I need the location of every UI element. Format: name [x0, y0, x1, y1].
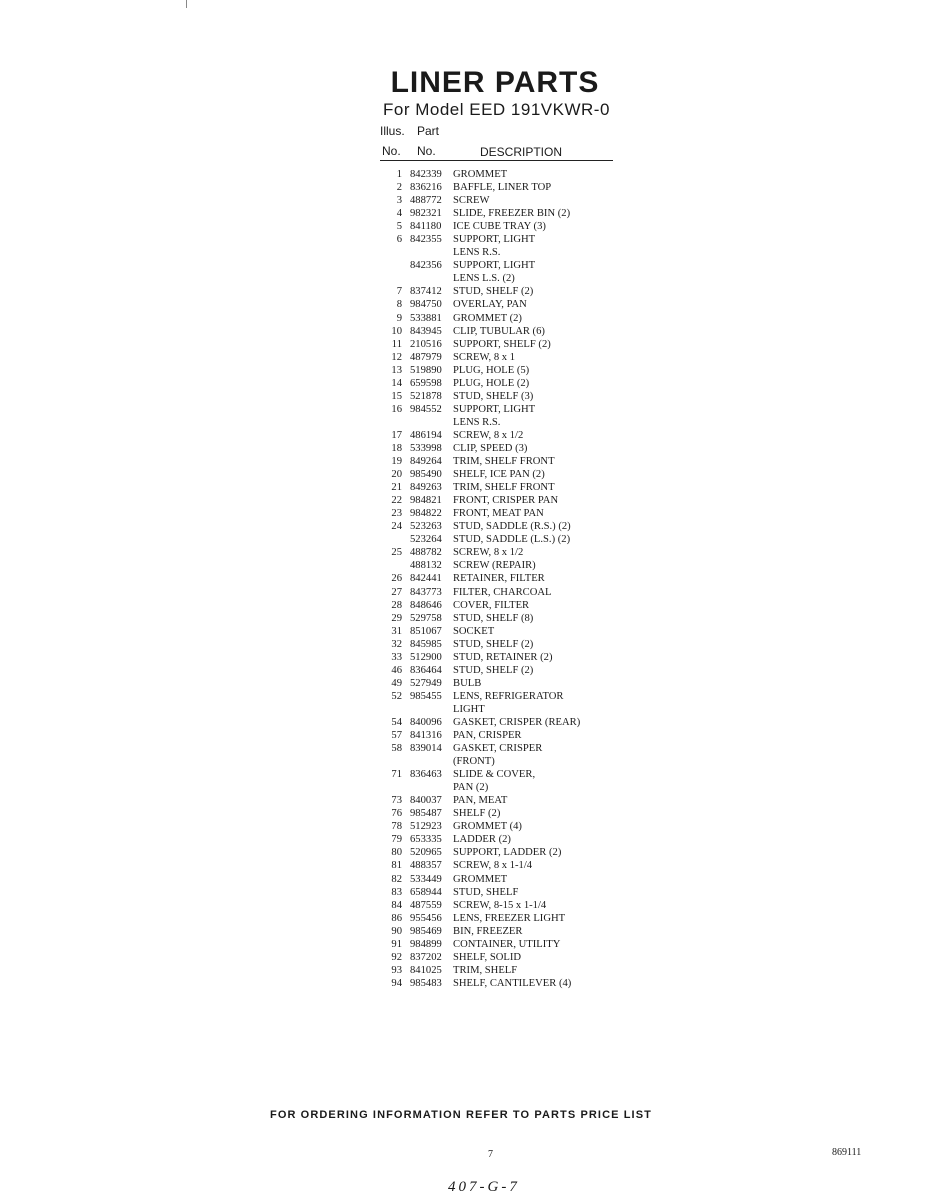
parts-row	[378, 912, 638, 925]
parts-row	[378, 859, 638, 872]
illus-no-cell: 20	[391, 469, 402, 481]
part-no-cell: 512900	[410, 651, 442, 663]
description-cell: GROMMET	[453, 169, 508, 180]
part-no-cell	[410, 703, 451, 716]
illus-no-cell: 82	[391, 873, 402, 885]
description-cell: CONTAINER, UTILITY	[453, 938, 561, 950]
illus-no-cell: 28	[391, 599, 402, 611]
description-cell: STUD, SHELF (2)	[453, 664, 534, 676]
parts-row	[378, 168, 638, 181]
description-cell: BAFFLE, LINER TOP	[453, 182, 552, 194]
parts-row	[378, 690, 638, 703]
illus-no-cell: 18	[391, 442, 402, 454]
illus-no-cell: 24	[391, 521, 402, 533]
description-cell: STUD, SHELF (2)	[453, 286, 534, 298]
part-no-cell	[410, 416, 451, 429]
illus-no-cell: 29	[391, 612, 402, 624]
part-no-cell: 210516	[410, 338, 442, 350]
part-no-cell: 488782	[410, 547, 442, 559]
parts-row	[378, 351, 638, 364]
illus-no-cell: 21	[391, 482, 402, 494]
part-no-cell: 836463	[410, 769, 442, 781]
parts-row	[378, 938, 638, 951]
description-cell: FRONT, MEAT PAN	[453, 508, 544, 520]
description-cell: RETAINER, FILTER	[453, 573, 545, 585]
parts-row	[378, 977, 638, 990]
illus-no-cell: 5	[396, 221, 402, 233]
part-no-cell: 512923	[410, 821, 442, 833]
illus-no-cell: 78	[391, 821, 402, 833]
part-no-cell: 985483	[410, 977, 442, 989]
parts-row	[378, 403, 638, 416]
illus-no-cell: 94	[391, 977, 402, 989]
page-number: 7	[488, 1149, 493, 1160]
description-cell: STUD, RETAINER (2)	[453, 651, 553, 663]
parts-row	[378, 820, 638, 833]
description-cell: FILTER, CHARCOAL	[453, 586, 552, 598]
description-cell: SUPPORT, LADDER (2)	[453, 847, 562, 859]
parts-row	[378, 846, 638, 859]
parts-row	[378, 546, 638, 559]
header-part-no: No.	[417, 144, 436, 158]
parts-row	[378, 951, 638, 964]
parts-row	[378, 768, 638, 781]
description-cell: SHELF, ICE PAN (2)	[453, 469, 545, 481]
description-cell: STUD, SADDLE (L.S.) (2)	[453, 534, 571, 546]
illus-no-cell: 11	[391, 338, 402, 350]
part-no-cell: 533449	[410, 873, 442, 885]
description-cell: GROMMET (4)	[453, 821, 522, 833]
part-no-cell: 836464	[410, 664, 442, 676]
part-no-cell: 519890	[410, 364, 442, 376]
part-no-cell: 984750	[410, 299, 442, 311]
part-no-cell: 842441	[410, 573, 442, 585]
parts-row	[378, 194, 638, 207]
description-cell: LENS L.S. (2)	[453, 273, 515, 285]
part-no-cell: 488132	[410, 560, 442, 572]
parts-row	[378, 494, 638, 507]
parts-row	[378, 729, 638, 742]
parts-row	[378, 742, 638, 755]
part-no-cell: 529758	[410, 612, 442, 624]
parts-row	[378, 338, 638, 351]
part-no-cell: 486194	[410, 429, 442, 441]
description-cell: LENS R.S.	[453, 416, 501, 428]
parts-row	[378, 886, 638, 899]
description-cell: PLUG, HOLE (5)	[453, 364, 530, 376]
part-no-cell: 839014	[410, 743, 442, 755]
part-no-cell: 523264	[410, 534, 442, 546]
part-no-cell: 533881	[410, 312, 442, 324]
description-cell: TRIM, SHELF FRONT	[453, 482, 555, 494]
illus-no-cell: 15	[391, 390, 402, 402]
illus-no-cell: 12	[391, 351, 402, 363]
description-cell: SUPPORT, LIGHT	[453, 234, 536, 246]
description-cell: STUD, SHELF (8)	[453, 612, 534, 624]
illus-no-cell: 22	[391, 495, 402, 507]
part-no-cell: 487559	[410, 899, 442, 911]
description-cell: PLUG, HOLE (2)	[453, 377, 530, 389]
part-no-cell: 837412	[410, 286, 442, 298]
ordering-note: FOR ORDERING INFORMATION REFER TO PARTS PRICE LIST	[270, 1109, 652, 1121]
part-no-cell: 841316	[410, 730, 442, 742]
illus-no-cell: 6	[396, 234, 402, 246]
parts-row	[378, 181, 638, 194]
part-no-cell: 982321	[410, 208, 442, 220]
part-no-cell: 533998	[410, 442, 442, 454]
illus-no-cell: 9	[396, 312, 402, 324]
parts-row	[378, 298, 638, 311]
description-cell: STUD, SADDLE (R.S.) (2)	[453, 521, 571, 533]
description-cell: COVER, FILTER	[453, 599, 530, 611]
part-no-cell: 836216	[410, 182, 442, 194]
part-no-cell: 955456	[410, 912, 442, 924]
part-no-cell	[410, 272, 451, 285]
part-no-cell: 653335	[410, 834, 442, 846]
description-cell: TRIM, SHELF FRONT	[453, 456, 555, 468]
illus-no-cell: 32	[391, 638, 402, 650]
illus-no-cell: 33	[391, 651, 402, 663]
description-cell: LENS, REFRIGERATOR	[453, 690, 564, 702]
description-cell: GROMMET (2)	[453, 312, 522, 324]
illus-no-cell: 91	[391, 938, 402, 950]
description-cell: SHELF, CANTILEVER (4)	[453, 977, 572, 989]
illus-no-cell: 1	[396, 169, 402, 180]
illus-no-cell: 7	[396, 286, 402, 298]
part-no-cell: 840037	[410, 795, 442, 807]
parts-row	[378, 312, 638, 325]
parts-row	[378, 442, 638, 455]
illus-no-cell	[378, 533, 402, 546]
handwritten-note: 407-G-7	[448, 1179, 520, 1195]
description-cell: SUPPORT, LIGHT	[453, 260, 536, 272]
description-cell: LENS R.S.	[453, 247, 501, 259]
description-cell: ICE CUBE TRAY (3)	[453, 221, 546, 233]
illus-no-cell: 13	[391, 364, 402, 376]
parts-row	[378, 664, 638, 677]
illus-no-cell: 86	[391, 912, 402, 924]
description-cell: SLIDE & COVER,	[453, 769, 536, 781]
parts-row	[378, 507, 638, 520]
parts-row	[378, 964, 638, 977]
description-cell: SUPPORT, SHELF (2)	[453, 338, 551, 350]
part-no-cell: 985487	[410, 808, 442, 820]
part-no-cell: 849263	[410, 482, 442, 494]
illus-no-cell: 49	[391, 677, 402, 689]
part-no-cell: 521878	[410, 390, 442, 402]
part-no-cell: 985455	[410, 690, 442, 702]
parts-row	[378, 207, 638, 220]
part-no-cell: 837202	[410, 951, 442, 963]
description-cell: SOCKET	[453, 625, 495, 637]
illus-no-cell: 76	[391, 808, 402, 820]
illus-no-cell	[378, 246, 402, 259]
header-part: Part	[417, 124, 440, 138]
illus-no-cell: 25	[391, 547, 402, 559]
part-no-cell: 984822	[410, 508, 442, 520]
parts-row	[378, 455, 638, 468]
part-no-cell: 848646	[410, 599, 442, 611]
part-no-cell: 842355	[410, 234, 442, 246]
description-cell: GASKET, CRISPER	[453, 743, 543, 755]
part-no-cell: 843773	[410, 586, 442, 598]
description-cell: LADDER (2)	[453, 834, 511, 846]
description-cell: SCREW, 8-15 x 1-1/4	[453, 899, 547, 911]
description-cell: SHELF (2)	[453, 808, 501, 820]
description-cell: SCREW, 8 x 1/2	[453, 429, 524, 441]
parts-row	[378, 703, 638, 716]
description-cell: LENS, FREEZER LIGHT	[453, 912, 566, 924]
parts-row	[378, 364, 638, 377]
illus-no-cell: 79	[391, 834, 402, 846]
description-cell: (FRONT)	[453, 756, 495, 768]
illus-no-cell: 31	[391, 625, 402, 637]
description-cell: SUPPORT, LIGHT	[453, 403, 536, 415]
description-cell: TRIM, SHELF	[453, 964, 518, 976]
parts-row	[378, 429, 638, 442]
description-cell: SLIDE, FREEZER BIN (2)	[453, 208, 571, 220]
parts-row	[378, 925, 638, 938]
illus-no-cell: 83	[391, 886, 402, 898]
illus-no-cell: 16	[391, 403, 402, 415]
part-no-cell: 985490	[410, 469, 442, 481]
illus-no-cell: 4	[396, 208, 402, 220]
illus-no-cell: 57	[391, 730, 402, 742]
illus-no-cell: 80	[391, 847, 402, 859]
part-no-cell: 841180	[410, 221, 442, 233]
parts-row	[378, 272, 638, 285]
part-no-cell: 984552	[410, 403, 442, 415]
description-cell: BULB	[453, 677, 482, 689]
parts-row	[378, 325, 638, 338]
illus-no-cell: 26	[391, 573, 402, 585]
illus-no-cell: 81	[391, 860, 402, 872]
parts-row	[378, 807, 638, 820]
part-no-cell: 845985	[410, 638, 442, 650]
parts-row	[378, 677, 638, 690]
parts-row	[378, 559, 638, 572]
parts-row	[378, 612, 638, 625]
part-no-cell: 488772	[410, 195, 442, 207]
parts-row	[378, 220, 638, 233]
header-description: DESCRIPTION	[480, 145, 563, 159]
parts-row	[378, 833, 638, 846]
description-cell: STUD, SHELF	[453, 886, 519, 898]
header-rule	[380, 160, 613, 161]
description-cell: OVERLAY, PAN	[453, 299, 527, 311]
description-cell: SCREW, 8 x 1	[453, 351, 516, 363]
page-title: LINER PARTS	[390, 66, 600, 99]
part-no-cell: 842356	[410, 260, 442, 272]
illus-no-cell: 90	[391, 925, 402, 937]
description-cell: STUD, SHELF (3)	[453, 390, 534, 402]
parts-list	[378, 168, 638, 990]
header-illus-no: No.	[382, 144, 401, 158]
part-no-cell: 523263	[410, 521, 442, 533]
parts-row	[378, 794, 638, 807]
parts-row	[378, 625, 638, 638]
parts-row	[378, 572, 638, 585]
illus-no-cell: 14	[391, 377, 402, 389]
part-no-cell: 659598	[410, 377, 442, 389]
parts-row	[378, 390, 638, 403]
parts-row	[378, 755, 638, 768]
illus-no-cell: 54	[391, 716, 402, 728]
description-cell: PAN (2)	[453, 782, 489, 794]
illus-no-cell: 10	[391, 325, 402, 337]
part-no-cell	[410, 781, 451, 794]
part-no-cell: 841025	[410, 964, 442, 976]
part-no-cell: 849264	[410, 456, 442, 468]
part-no-cell: 520965	[410, 847, 442, 859]
illus-no-cell: 23	[391, 508, 402, 520]
parts-row	[378, 468, 638, 481]
illus-no-cell: 58	[391, 743, 402, 755]
parts-row	[378, 533, 638, 546]
illus-no-cell: 92	[391, 951, 402, 963]
description-cell: SCREW, 8 x 1/2	[453, 547, 524, 559]
description-cell: CLIP, SPEED (3)	[453, 442, 528, 454]
illus-no-cell	[378, 559, 402, 572]
part-no-cell: 658944	[410, 886, 442, 898]
illus-no-cell	[378, 781, 402, 794]
description-cell: BIN, FREEZER	[453, 925, 523, 937]
parts-row	[378, 899, 638, 912]
description-cell: SCREW, 8 x 1-1/4	[453, 860, 533, 872]
illus-no-cell: 52	[391, 690, 402, 702]
parts-row	[378, 599, 638, 612]
part-no-cell: 487979	[410, 351, 442, 363]
parts-row	[378, 481, 638, 494]
parts-row	[378, 416, 638, 429]
description-cell: GASKET, CRISPER (REAR)	[453, 716, 581, 728]
description-cell: CLIP, TUBULAR (6)	[453, 325, 545, 337]
description-cell: PAN, MEAT	[453, 795, 508, 807]
header-illus: Illus.	[380, 124, 405, 138]
parts-row	[378, 520, 638, 533]
part-no-cell: 984821	[410, 495, 442, 507]
part-no-cell: 840096	[410, 716, 442, 728]
illus-no-cell	[378, 272, 402, 285]
illus-no-cell: 8	[396, 299, 402, 311]
illus-no-cell	[378, 703, 402, 716]
illus-no-cell	[378, 755, 402, 768]
illus-no-cell: 46	[391, 664, 402, 676]
illus-no-cell: 3	[396, 195, 402, 207]
part-no-cell: 527949	[410, 677, 442, 689]
model-subtitle: For Model EED 191VKWR-0	[383, 100, 610, 119]
part-no-cell: 843945	[410, 325, 442, 337]
parts-row	[378, 586, 638, 599]
parts-row	[378, 246, 638, 259]
description-cell: FRONT, CRISPER PAN	[453, 495, 559, 507]
parts-row	[378, 651, 638, 664]
description-cell: SHELF, SOLID	[453, 951, 522, 963]
document-id: 869111	[832, 1147, 862, 1158]
parts-row	[378, 781, 638, 794]
parts-row	[378, 285, 638, 298]
parts-row	[378, 377, 638, 390]
illus-no-cell: 71	[391, 769, 402, 781]
illus-no-cell: 19	[391, 456, 402, 468]
part-no-cell: 842339	[410, 169, 442, 180]
part-no-cell: 985469	[410, 925, 442, 937]
parts-row	[378, 638, 638, 651]
description-cell: LIGHT	[453, 703, 485, 715]
description-cell: SCREW	[453, 195, 490, 207]
description-cell: STUD, SHELF (2)	[453, 638, 534, 650]
part-no-cell	[410, 246, 451, 259]
parts-row	[378, 716, 638, 729]
illus-no-cell: 27	[391, 586, 402, 598]
part-no-cell	[410, 755, 451, 768]
description-cell: GROMMET	[453, 873, 508, 885]
part-no-cell: 984899	[410, 938, 442, 950]
illus-no-cell: 2	[396, 182, 402, 194]
part-no-cell: 851067	[410, 625, 442, 637]
scan-tick-mark	[186, 0, 187, 8]
parts-row	[378, 873, 638, 886]
description-cell: PAN, CRISPER	[453, 730, 522, 742]
illus-no-cell: 84	[391, 899, 402, 911]
description-cell: SCREW (REPAIR)	[453, 560, 536, 572]
parts-row	[378, 259, 638, 272]
part-no-cell: 488357	[410, 860, 442, 872]
illus-no-cell: 73	[391, 795, 402, 807]
illus-no-cell	[378, 416, 402, 429]
illus-no-cell: 17	[391, 429, 402, 441]
illus-no-cell: 93	[391, 964, 402, 976]
illus-no-cell	[378, 259, 402, 272]
parts-row	[378, 233, 638, 246]
